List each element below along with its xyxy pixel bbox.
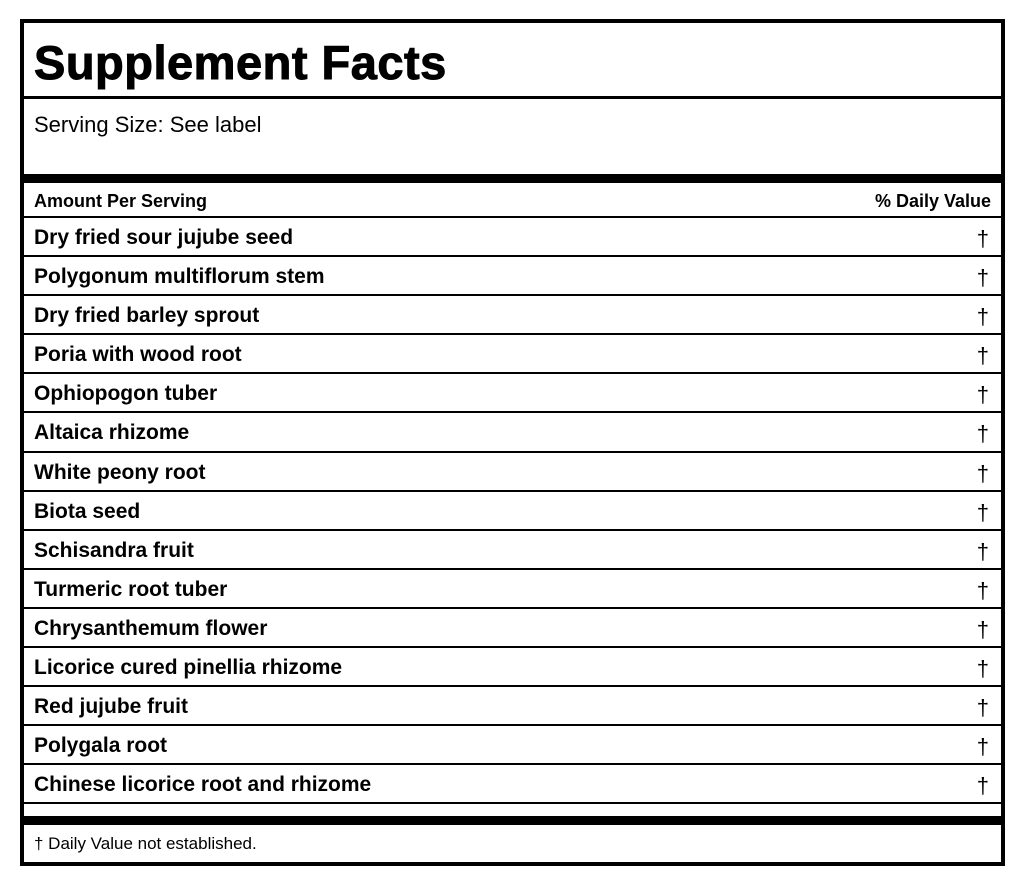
ingredient-name: Schisandra fruit: [34, 538, 194, 562]
title-section: [24, 23, 1001, 99]
daily-value-marker: †: [976, 499, 989, 525]
daily-value-marker: †: [976, 226, 989, 251]
ingredient-name: Polygonum multiflorum stem: [34, 265, 325, 289]
daily-value-marker: †: [976, 695, 989, 721]
ingredient-row: [24, 335, 1001, 374]
ingredient-row: [24, 413, 1001, 452]
ingredient-name: Chinese licorice root and rhizome: [34, 773, 372, 797]
ingredient-list: [24, 218, 1001, 804]
ingredient-name: White peony root: [34, 460, 206, 484]
daily-value-marker: †: [976, 343, 989, 369]
ingredient-name: Ophiopogon tuber: [34, 382, 218, 406]
ingredient-row: [24, 257, 1001, 296]
ingredient-row: [24, 296, 1001, 335]
ingredient-name: Chrysanthemum flower: [34, 616, 268, 640]
daily-value-marker: †: [976, 734, 989, 760]
daily-value-marker: †: [976, 656, 989, 682]
ingredient-row: [24, 687, 1001, 726]
ingredient-row: [24, 453, 1001, 492]
daily-value-header: % Daily Value: [874, 191, 991, 211]
ingredient-row: [24, 374, 1001, 413]
ingredient-name: Poria with wood root: [34, 343, 242, 367]
ingredient-row: [24, 648, 1001, 687]
ingredient-row: [24, 609, 1001, 648]
amount-per-serving-header: Amount Per Serving: [34, 191, 208, 211]
top-divider-bar: [24, 174, 1001, 183]
bottom-divider-bar: [24, 816, 1001, 825]
ingredient-name: Polygala root: [34, 734, 168, 758]
ingredient-name: Biota seed: [34, 499, 141, 523]
ingredient-name: Dry fried sour jujube seed: [34, 226, 294, 249]
daily-value-marker: †: [976, 538, 989, 564]
supplement-facts-panel: [20, 19, 1005, 866]
panel-title: Supplement Facts: [34, 36, 447, 89]
ingredient-name: Turmeric root tuber: [34, 577, 228, 601]
ingredient-name: Altaica rhizome: [34, 421, 190, 445]
ingredient-row: [24, 492, 1001, 531]
serving-size: Serving Size: See label: [34, 112, 262, 137]
ingredient-row: [24, 531, 1001, 570]
ingredient-row: [24, 218, 1001, 257]
daily-value-marker: †: [976, 265, 989, 291]
ingredient-row: [24, 765, 1001, 804]
daily-value-marker: †: [976, 773, 989, 799]
daily-value-marker: †: [976, 382, 989, 408]
footnote: † Daily Value not established.: [34, 834, 257, 853]
ingredient-name: Licorice cured pinellia rhizome: [34, 656, 343, 680]
ingredient-name: Red jujube fruit: [34, 695, 188, 719]
table-header: [24, 183, 1001, 218]
ingredient-row: [24, 726, 1001, 765]
daily-value-marker: †: [976, 421, 989, 447]
ingredient-name: Dry fried barley sprout: [34, 304, 260, 328]
daily-value-marker: †: [976, 304, 989, 330]
daily-value-marker: †: [976, 616, 989, 642]
daily-value-marker: †: [976, 460, 989, 486]
daily-value-marker: †: [976, 577, 989, 603]
ingredient-row: [24, 570, 1001, 609]
